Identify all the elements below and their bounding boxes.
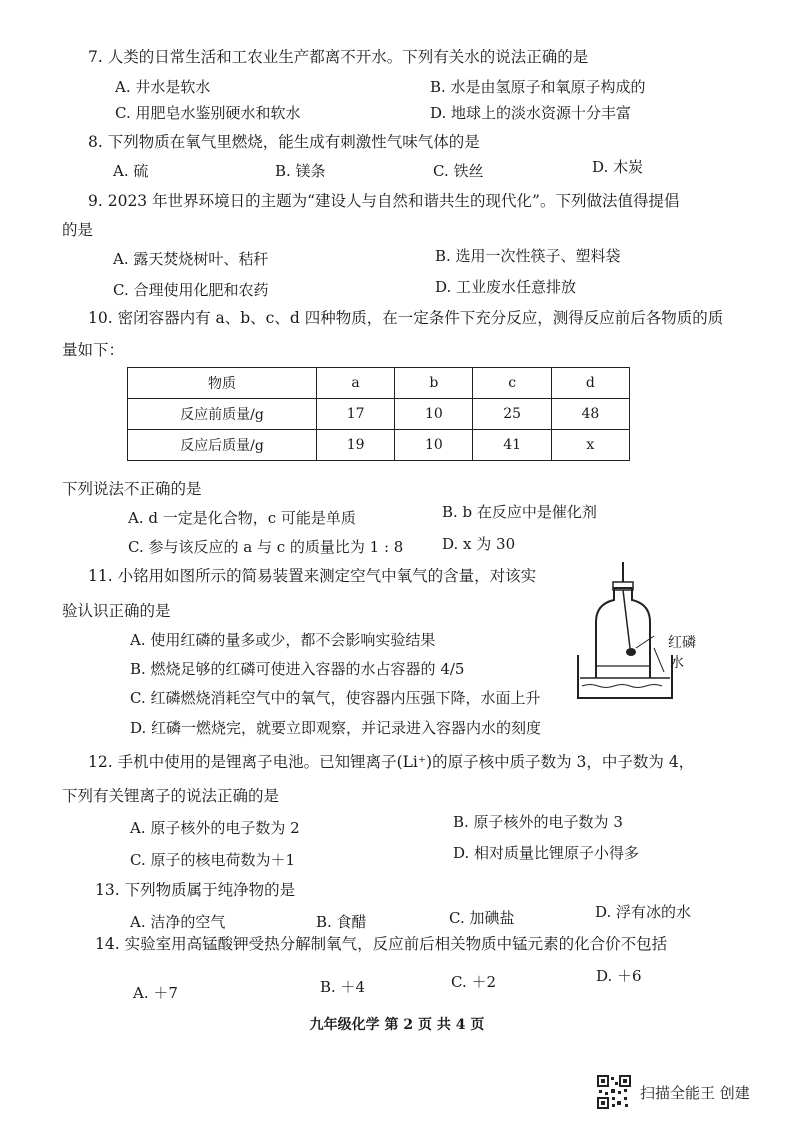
q8-option-a: A. 硫	[113, 162, 149, 180]
table-cell: 41	[473, 430, 551, 461]
q11-option-d: D. 红磷一燃烧完，就要立即观察，并记录进入容器内水的刻度	[130, 719, 542, 737]
q9-stem-line1: 9. 2023 年世界环境日的主题为“建设人与自然和谐共生的现代化”。下列做法值得提倡	[88, 192, 680, 210]
q10-option-c: C. 参与该反应的 a 与 c 的质量比为 1 : 8	[128, 538, 404, 556]
table-cell: x	[551, 430, 629, 461]
q12-stem-line2: 下列有关锂离子的说法正确的是	[62, 787, 280, 805]
q10-option-b: B. b 在反应中是催化剂	[442, 503, 597, 521]
table-row	[128, 399, 630, 430]
q12-option-a: A. 原子核外的电子数为 2	[130, 819, 300, 837]
q8-stem: 8. 下列物质在氧气里燃烧，能生成有刺激性气味气体的是	[88, 133, 480, 151]
mass-table	[127, 367, 630, 461]
figure-label-phosphorus: 红磷	[668, 635, 696, 651]
q8-option-c: C. 铁丝	[433, 162, 484, 180]
page-footer: 九年级化学 第 2 页 共 4 页	[309, 1017, 485, 1033]
q7-option-d: D. 地球上的淡水资源十分丰富	[430, 104, 632, 122]
table-header-row	[128, 368, 630, 399]
q10-option-d: D. x 为 30	[442, 535, 516, 553]
q10-stem-line2: 量如下：	[62, 341, 125, 359]
q11-stem-line1: 11. 小铭用如图所示的简易装置来测定空气中氧气的含量，对该实	[88, 567, 537, 585]
table-row	[128, 430, 630, 461]
q13-option-a: A. 洁净的空气	[130, 913, 226, 931]
q10-stem-line1: 10. 密闭容器内有 a、b、c、d 四种物质，在一定条件下充分反应，测得反应前后各物质的质	[88, 309, 724, 327]
q8-option-b: B. 镁条	[275, 162, 326, 180]
q9-option-b: B. 选用一次性筷子、塑料袋	[435, 247, 621, 265]
qr-code-icon	[597, 1075, 631, 1109]
q12-option-b: B. 原子核外的电子数为 3	[453, 813, 623, 831]
q9-option-c: C. 合理使用化肥和农药	[113, 281, 269, 299]
table-cell: 10	[395, 430, 473, 461]
table-cell: 反应前质量/g	[128, 399, 317, 430]
q7-stem: 7. 人类的日常生活和工农业生产都离不开水。下列有关水的说法正确的是	[88, 48, 589, 66]
table-cell: 物质	[128, 368, 317, 399]
table-cell: 48	[551, 399, 629, 430]
q14-option-a: A. ＋7	[133, 984, 178, 1002]
q13-option-c: C. 加碘盐	[449, 909, 515, 927]
q11-option-a: A. 使用红磷的量多或少，都不会影响实验结果	[130, 631, 436, 649]
table-cell: 17	[316, 399, 394, 430]
q11-option-b: B. 燃烧足够的红磷可使进入容器的水占容器的 4/5	[130, 660, 465, 678]
q9-option-d: D. 工业废水任意排放	[435, 278, 577, 296]
q14-option-d: D. ＋6	[596, 967, 642, 985]
q14-option-b: B. ＋4	[320, 978, 366, 996]
q8-option-d: D. 木炭	[592, 158, 644, 176]
table-cell: 25	[473, 399, 551, 430]
q10-prompt: 下列说法不正确的是	[62, 480, 202, 498]
q9-stem-line2: 的是	[62, 221, 94, 239]
q7-option-c: C. 用肥皂水鉴别硬水和软水	[115, 104, 301, 122]
table-cell: a	[316, 368, 394, 399]
q11-option-c: C. 红磷燃烧消耗空气中的氧气，使容器内压强下降，水面上升	[130, 689, 541, 707]
q13-stem: 13. 下列物质属于纯净物的是	[95, 881, 296, 899]
q11-stem-line2: 验认识正确的是	[62, 602, 171, 620]
figure-label-water: 水	[670, 655, 684, 671]
q14-option-c: C. ＋2	[451, 973, 497, 991]
q13-option-b: B. 食醋	[316, 913, 367, 931]
table-cell: c	[473, 368, 551, 399]
q7-option-a: A. 井水是软水	[115, 78, 211, 96]
q14-stem: 14. 实验室用高锰酸钾受热分解制氧气，反应前后相关物质中锰元素的化合价不包括	[95, 935, 668, 953]
q12-option-c: C. 原子的核电荷数为＋1	[130, 851, 296, 869]
q12-option-d: D. 相对质量比锂原子小得多	[453, 844, 640, 862]
scanner-watermark: 扫描全能王 创建	[640, 1084, 750, 1102]
table-cell: d	[551, 368, 629, 399]
q9-option-a: A. 露天焚烧树叶、秸秆	[113, 250, 269, 268]
q7-option-b: B. 水是由氢原子和氧原子构成的	[430, 78, 646, 96]
table-cell: b	[395, 368, 473, 399]
table-cell: 10	[395, 399, 473, 430]
table-cell: 反应后质量/g	[128, 430, 317, 461]
q10-option-a: A. d 一定是化合物，c 可能是单质	[128, 509, 356, 527]
table-cell: 19	[316, 430, 394, 461]
q12-stem-line1: 12. 手机中使用的是锂离子电池。已知锂离子(Li⁺)的原子核中质子数为 3，中子数为 4，	[88, 753, 695, 771]
q13-option-d: D. 浮有冰的水	[595, 903, 692, 921]
